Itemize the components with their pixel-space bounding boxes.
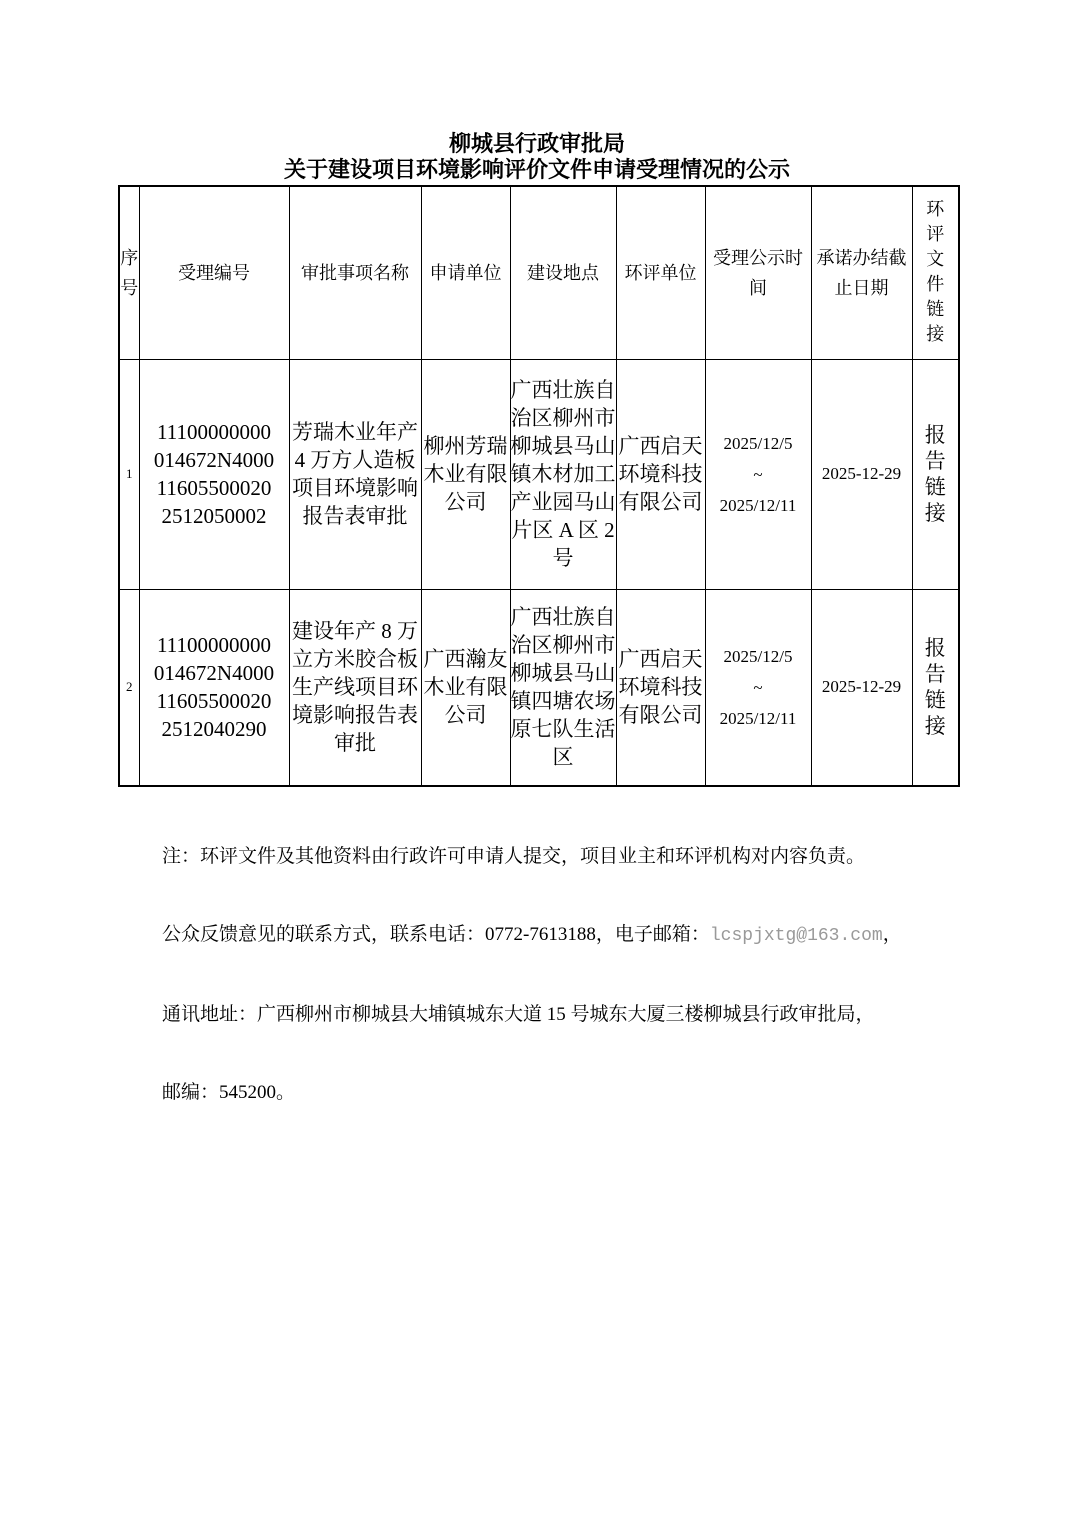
acceptance-no-line: 014672N4000 bbox=[153, 661, 275, 686]
publicity-start-date: 2025/12/5 bbox=[723, 433, 793, 453]
note-contact bbox=[162, 923, 902, 948]
cell-applicant: 广西瀚友木业有限公司 bbox=[421, 589, 510, 786]
report-link[interactable]: 报告链接 bbox=[924, 636, 946, 739]
cell-publicity-time bbox=[705, 359, 811, 589]
acceptance-no-line: 11605500020 bbox=[156, 689, 272, 714]
cell-report-link bbox=[912, 359, 959, 589]
column-header-deadline: 承诺办结截止日期 bbox=[811, 186, 912, 359]
approval-table bbox=[118, 185, 960, 787]
publicity-start-date: 2025/12/5 bbox=[723, 646, 793, 666]
cell-location: 广西壮族自治区柳州市柳城县马山镇木材加工产业园马山片区 A 区 2 号 bbox=[510, 359, 616, 589]
email-label-text: ，电子邮箱： bbox=[595, 924, 710, 945]
phone-number: 0772-7613188 bbox=[485, 924, 596, 945]
email-suffix-text: ， bbox=[882, 924, 902, 945]
acceptance-no-line: 2512050002 bbox=[161, 504, 267, 528]
note-postal-code: 邮编：545200。 bbox=[162, 1082, 296, 1103]
cell-deadline: 2025-12-29 bbox=[811, 589, 912, 786]
note-address: 通讯地址：广西柳州市柳城县大埔镇城东大道 15 号城东大厦三楼柳城县行政审批局， bbox=[162, 1004, 875, 1025]
acceptance-no-line: 2512040290 bbox=[161, 717, 267, 742]
column-header-applicant: 申请单位 bbox=[421, 186, 510, 359]
note-disclaimer: 注：环评文件及其他资料由行政许可申请人提交，项目业主和环评机构对内容负责。 bbox=[162, 846, 866, 867]
cell-location: 广西壮族自治区柳州市柳城县马山镇四塘农场原七队生活区 bbox=[510, 589, 616, 786]
acceptance-no-line: 11100000000 bbox=[157, 633, 271, 658]
publicity-end-date: 2025/12/11 bbox=[719, 495, 797, 515]
eia-doc-link-vertical-label: 环评文件链接 bbox=[926, 198, 945, 344]
column-header-seq: 序号 bbox=[119, 186, 139, 359]
report-link[interactable]: 报告链接 bbox=[924, 423, 946, 525]
publicity-end-date: 2025/12/11 bbox=[719, 708, 797, 728]
cell-eia-unit: 广西启天环境科技有限公司 bbox=[616, 589, 705, 786]
page-title: 柳城县行政审批局 bbox=[448, 131, 625, 156]
column-header-acceptance-no: 受理编号 bbox=[139, 186, 289, 359]
page-subtitle: 关于建设项目环境影响评价文件申请受理情况的公示 bbox=[283, 157, 790, 182]
table-row bbox=[119, 589, 959, 786]
column-header-eia-unit: 环评单位 bbox=[616, 186, 705, 359]
table-row bbox=[119, 359, 959, 589]
column-header-location: 建设地点 bbox=[510, 186, 616, 359]
cell-item-name: 建设年产 8 万立方米胶合板生产线项目环境影响报告表审批 bbox=[289, 589, 421, 786]
column-header-publicity-time: 受理公示时间 bbox=[705, 186, 811, 359]
cell-seq: 1 bbox=[119, 359, 139, 589]
acceptance-no-line: 11100000000 bbox=[157, 420, 271, 444]
cell-seq: 2 bbox=[119, 589, 139, 786]
acceptance-no-line: 11605500020 bbox=[156, 476, 272, 500]
cell-report-link bbox=[912, 589, 959, 786]
cell-acceptance-no bbox=[139, 359, 289, 589]
acceptance-no-line: 014672N4000 bbox=[153, 448, 275, 472]
publicity-date-separator: ~ bbox=[753, 464, 763, 484]
email-link[interactable]: lcspjxtg@163.com bbox=[709, 926, 883, 946]
contact-prefix-text: 公众反馈意见的联系方式，联系电话： bbox=[162, 924, 486, 945]
column-header-item-name: 审批事项名称 bbox=[289, 186, 421, 359]
cell-acceptance-no bbox=[139, 589, 289, 786]
cell-item-name: 芳瑞木业年产 4 万方人造板项目环境影响报告表审批 bbox=[289, 359, 421, 589]
column-header-eia-doc-link bbox=[912, 186, 959, 359]
cell-publicity-time bbox=[705, 589, 811, 786]
cell-applicant: 柳州芳瑞木业有限公司 bbox=[421, 359, 510, 589]
table-header-row bbox=[119, 186, 959, 359]
publicity-date-separator: ~ bbox=[753, 677, 763, 697]
cell-deadline: 2025-12-29 bbox=[811, 359, 912, 589]
cell-eia-unit: 广西启天环境科技有限公司 bbox=[616, 359, 705, 589]
